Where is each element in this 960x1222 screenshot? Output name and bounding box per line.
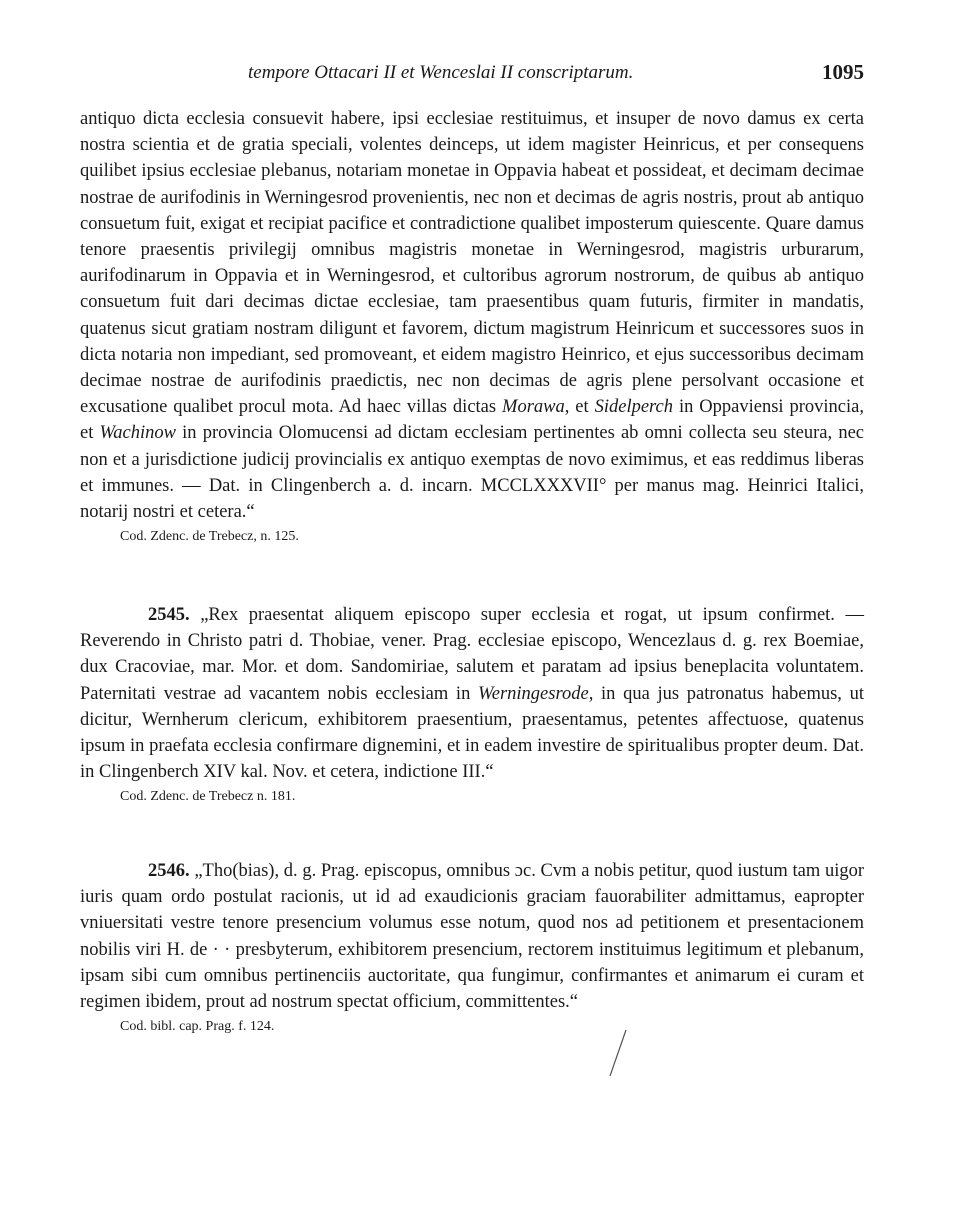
text-segment: in Oppaviensi provincia, et [80, 397, 864, 444]
running-title: tempore Ottacari II et Wenceslai II conscriptarum. [248, 62, 634, 83]
page-header [80, 62, 864, 92]
source-citation: Cod. Zdenc. de Trebecz, n. 125. [120, 529, 299, 545]
place-name: Werningesrode [478, 683, 589, 704]
continued-document-text [80, 106, 864, 525]
entry-number: 2546. [148, 861, 190, 881]
place-name: Morawa [502, 397, 565, 418]
entry-number: 2545. [148, 605, 190, 625]
source-citation: Cod. bibl. cap. Prag. f. 124. [120, 1019, 275, 1035]
entry-2546 [80, 858, 864, 1037]
text-segment: , in qua jus patronatus habemus, ut dicitur, Wernherum clericum, exhibitorem praesentium, praesentamus, petentes affectuose, quatenus ipsum in praefata ecclesia confirmare dignemini, et in eadem investire de spiritualibus propter deum. Dat. in Clingenberch XIV kal. Nov. et cetera, indictione III.“ [80, 683, 865, 783]
place-name: Wachinow [99, 423, 176, 444]
page-number: 1095 [822, 60, 864, 84]
entry-2545 [80, 602, 864, 807]
entry-text [80, 858, 864, 1015]
text-segment: „Tho(bias), d. g. Prag. episcopus, omnibus ɔc. Cvm a nobis petitur, quod iustum tam uigor iuris quam ordo postulat racionis, ut id ad exaudicionis graciam fauorabiliter admittamus, eapropter vniuersitati vestre tenore presencium volumus esse notum, quod nos ad petitionem et presentacionem nobilis viri H. de · · presbyterum, exhibitorem presencium, rectorem instituimus legitimum et plebanum, ipsam sibi cum omnibus pertinenciis auctoritate, qua fungimur, confirmantes et animarum ei curam et regimen ibidem, prout ad nostrum spectat officium, committentes.“ [80, 861, 864, 1013]
entry-text [80, 602, 864, 785]
continued-document [80, 106, 864, 547]
text-segment: in provincia Olomucensi ad dictam ecclesiam pertinentes ab omni collecta seu steura, nec non et a jurisdictione judicij provincialis ex antiquo exemptas de novo eximimus, et eas reddimus liberas et immunes. — Dat. in Clingenberch a. d. incarn. MCCLXXXVII° per manus mag. Heinrici Italici, notarij nostri et cetera.“ [80, 423, 864, 523]
text-segment: , et [564, 397, 595, 418]
pencil-mark [604, 1028, 634, 1080]
source-citation: Cod. Zdenc. de Trebecz n. 181. [120, 789, 296, 805]
place-name: Sidelperch [594, 397, 674, 418]
text-segment: „Rex praesentat aliquem episcopo super ecclesia et rogat, ut ipsum confirmet. — Reverendo in Christo patri d. Thobiae, vener. Prag. ecclesiae episcopo, Wencezlaus d. g. rex Boemiae, dux Cracoviae, mar. Mor. et dom. Sandomiriae, salutem et paratam ad ipsius beneplacita voluntatem. Paternitati vestrae ad vacantem nobis ecclesiam in [80, 605, 864, 704]
text-segment: antiquo dicta ecclesia consuevit habere, ipsi ecclesiae restituimus, et insuper de novo damus ex certa nostra scientia et de gratia speciali, volentes deinceps, ut idem magister Heinricus, et per consequens quilibet ipsius ecclesiae plebanus, notariam monetae in Oppavia habeat et possideat, et decimam decimae nostrae de aurifodinis in Werningesrod provenientis, nec non et decimas de agris nostris, prout ab antiquo consuetum fuit, exigat et recipiat pacifice et contradictione qualibet imposterum quiescente. Quare damus tenore praesentis privilegij omnibus magistris monetae in Werningesrod, magistris urburarum, aurifodinarum in Oppavia et in Werningesrod, et cultoribus agrorum nostrorum, de quibus ab antiquo consuetum fuit dari decimas dictae ecclesiae, tam praesentibus quam futuris, firmiter in mandatis, quatenus sicut gratiam nostram diligunt et favorem, dictum magistrum Heinricum et successores suos in dicta notaria non impediant, sed promoveant, et eidem magistro Heinrico, et ejus successoribus decimam decimae nostrae de aurifodinis praedictis, nec non decimas de agris plene persolvant occasione et excusatione qualibet procul mota. Ad haec villas dictas [80, 109, 864, 418]
